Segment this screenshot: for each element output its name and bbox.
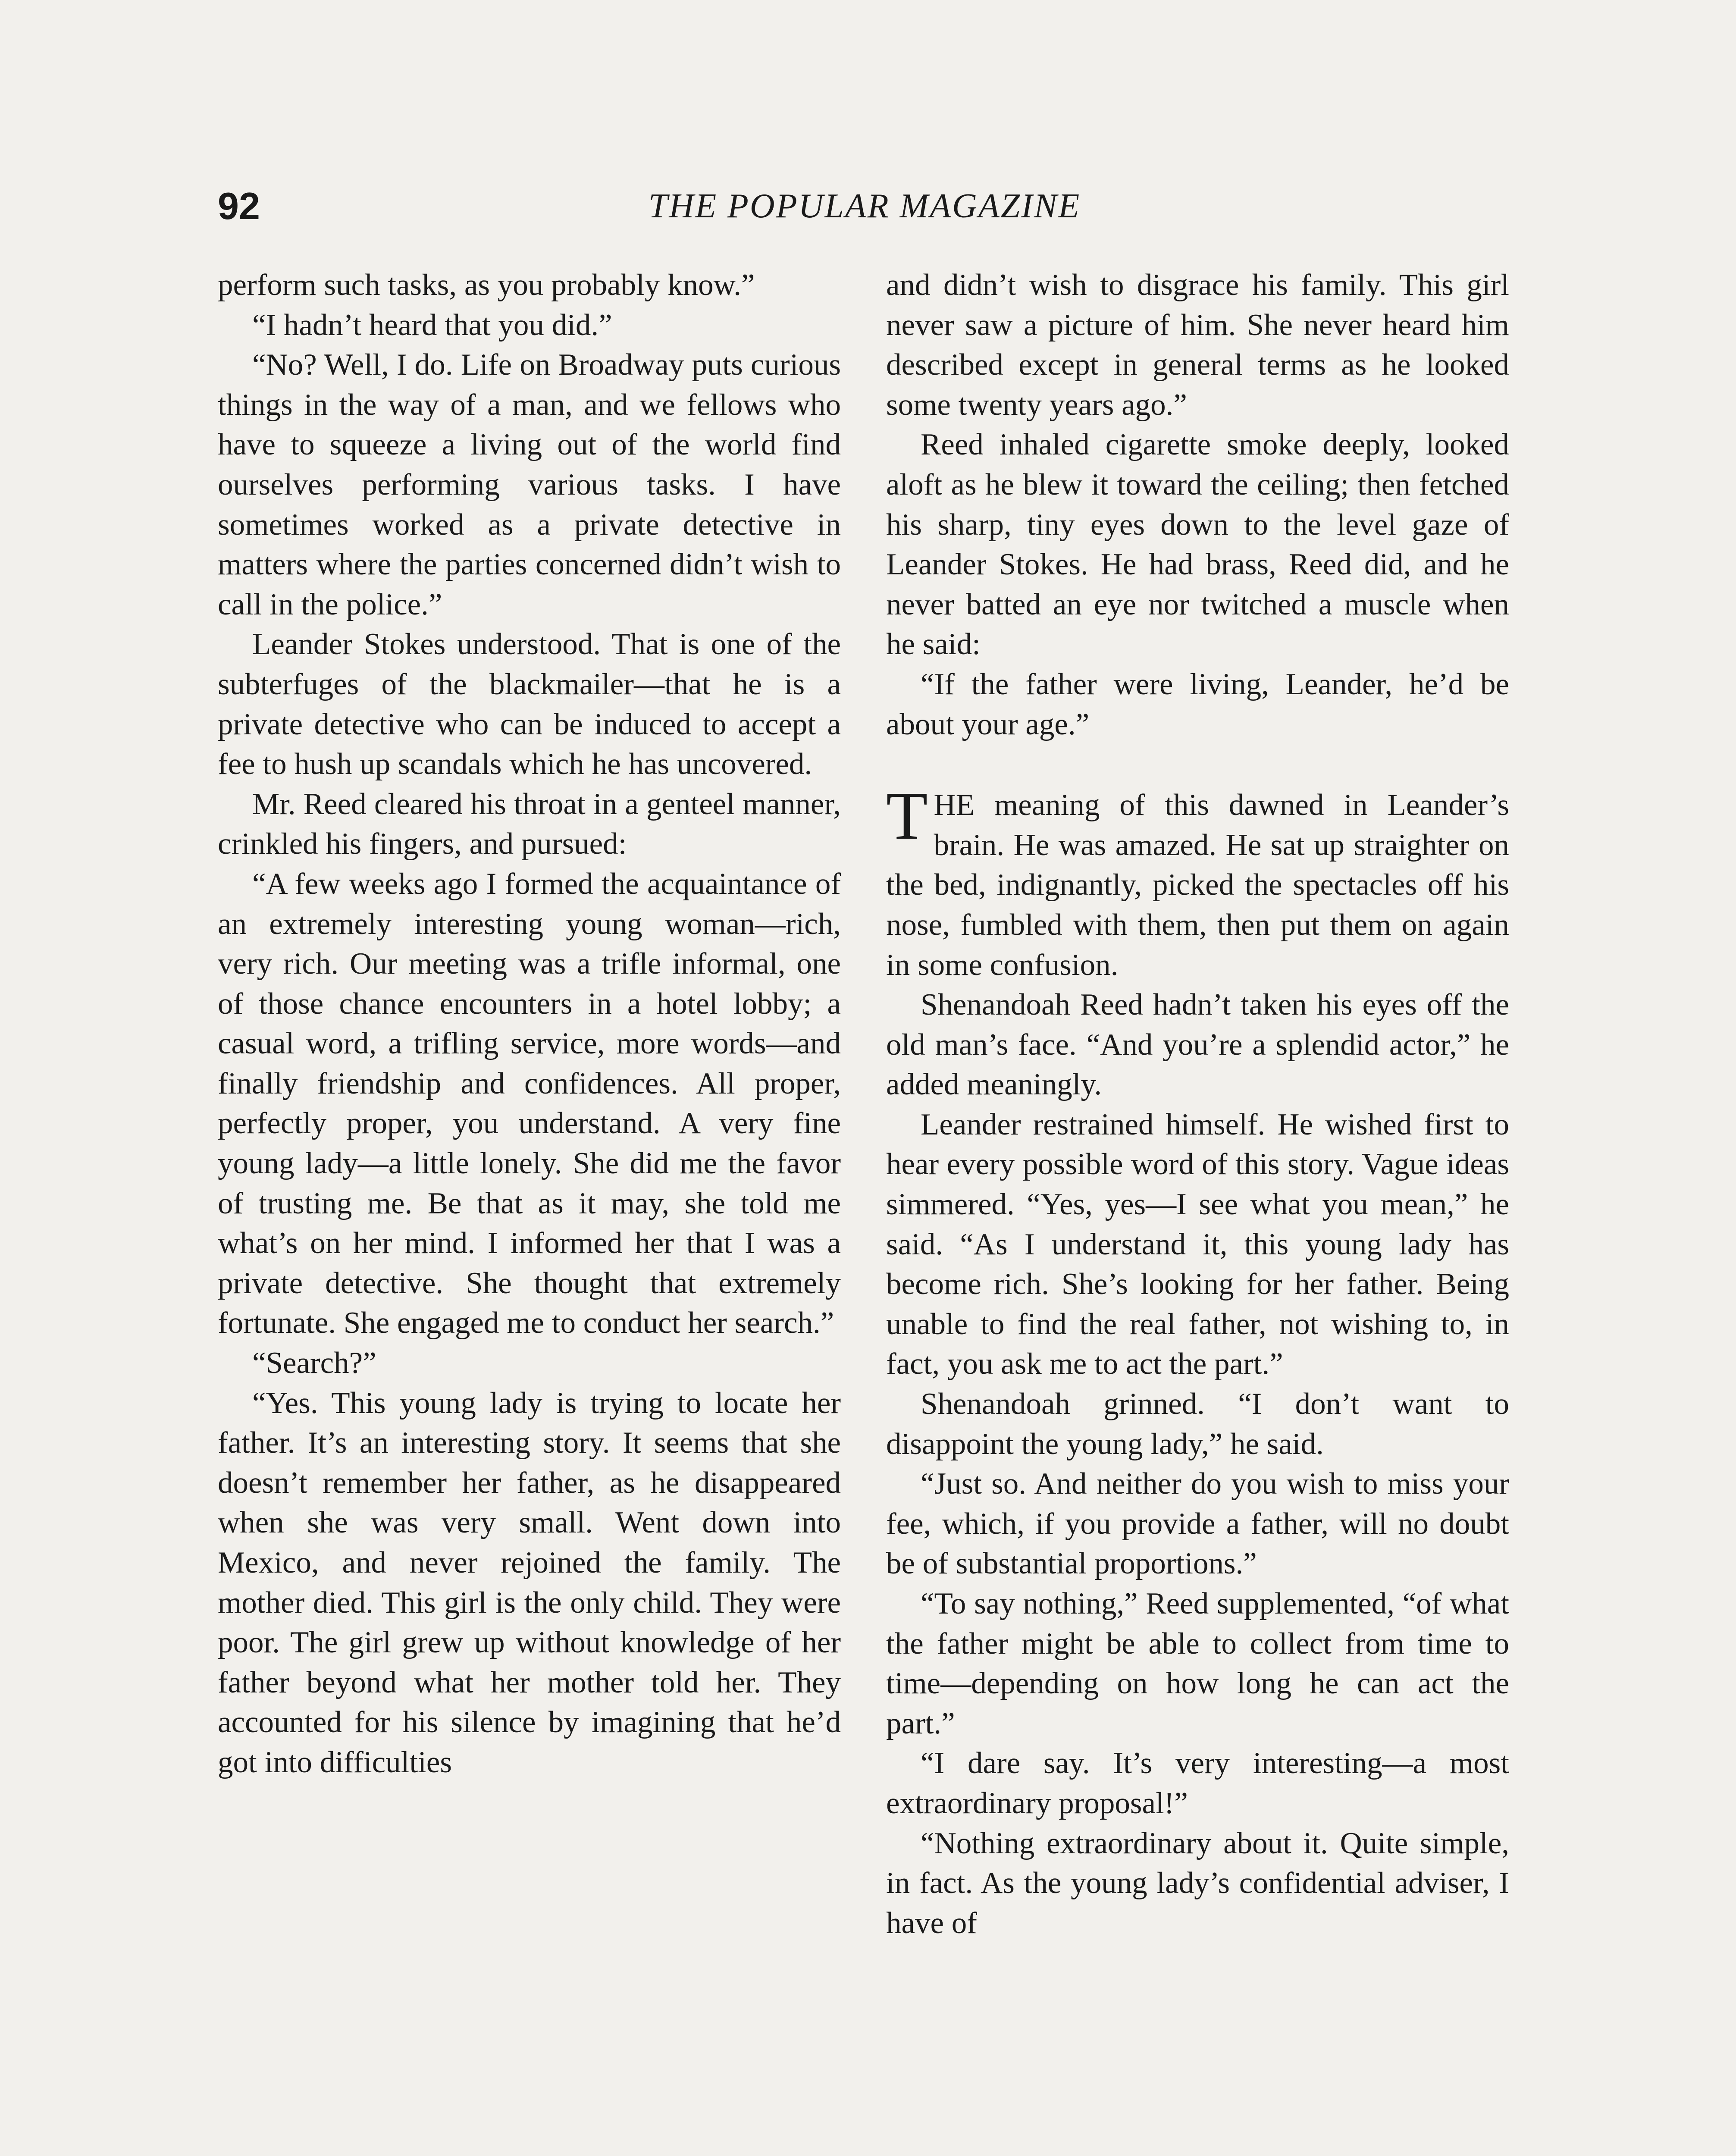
paragraph: Leander restrained himself. He wished first to hear every possible word of this story. Vague ideas simmered. “Yes, yes—I see what you mean,” he said. “As I understand it, this young lady has become rich. She’s looking for her father. Being unable to find the real father, not wishing to, in fact, you ask me to act the part.” <box>886 1107 1509 1381</box>
page-number: 92 <box>218 185 260 227</box>
paragraph: “I hadn’t heard that you did.” <box>252 308 612 342</box>
paragraph: “Nothing extraordinary about it. Quite simple, in fact. As the young lady’s confidential adviser, I have of <box>886 1826 1509 1940</box>
paragraph: “Search?” <box>252 1346 376 1380</box>
drop-cap: T <box>886 778 928 854</box>
paragraph: “No? Well, I do. Life on Broadway puts curious things in the way of a man, and we fellows who have to squeeze a living out of the world find ourselves performing various tasks. I have sometimes worked as a private detective in matters where the parties concerned didn’t wish to call in the police.” <box>218 348 841 621</box>
section-break-text: HE meaning of this dawned in Leander’s brain. He was amazed. He sat up straighter on the bed, indignantly, picked the spectacles off his nose, fumbled with them, then put them on again in some confusion. <box>886 788 1509 982</box>
paragraph: Mr. Reed cleared his throat in a genteel manner, crinkled his fingers, and pursued: <box>218 787 841 861</box>
paragraph: “If the father were living, Leander, he’d be about your age.” <box>886 667 1509 741</box>
section-break-paragraph <box>886 778 1509 985</box>
paragraph: and didn’t wish to disgrace his family. This girl never saw a picture of him. She never heard him described except in general terms as he looked some twenty years ago.” <box>886 268 1509 422</box>
paragraph: Shenandoah Reed hadn’t taken his eyes off the old man’s face. “And you’re a splendid actor,” he added meaningly. <box>886 988 1509 1102</box>
paragraph: Leander Stokes understood. That is one of the subterfuges of the blackmailer—that he is a private detective who can be induced to accept a fee to hush up scandals which he has uncovered. <box>218 627 841 781</box>
page-header <box>218 185 1511 236</box>
paragraph: perform such tasks, as you probably know.” <box>218 268 755 302</box>
right-column-part-2 <box>886 985 1509 1943</box>
right-column-part-1 <box>886 265 1509 744</box>
right-column <box>886 265 1509 1943</box>
paragraph: Reed inhaled cigarette smoke deeply, looked aloft as he blew it toward the ceiling; then fetched his sharp, tiny eyes down to the level gaze of Leander Stokes. He had brass, Reed did, and he never batted an eye nor twitched a muscle when he said: <box>886 428 1509 661</box>
paragraph: “A few weeks ago I formed the acquaintance of an extremely interesting young woman—rich, very rich. Our meeting was a trifle informal, one of those chance encounters in a hotel lobby; a casual word, a trifling service, more words—and finally friendship and confidences. All proper, perfectly proper, you understand. A very fine young lady—a little lonely. She did me the favor of trusting me. Be that as it may, she told me what’s on her mind. I informed her that I was a private detective. She thought that extremely fortunate. She engaged me to conduct her search.” <box>218 867 841 1340</box>
paragraph: “Just so. And neither do you wish to miss your fee, which, if you provide a father, will no doubt be of substantial proportions.” <box>886 1467 1509 1581</box>
running-title: THE POPULAR MAGAZINE <box>648 187 1081 225</box>
paragraph: “Yes. This young lady is trying to locate her father. It’s an interesting story. It seems that she doesn’t remember her father, as he disappeared when she was very small. Went down into Mexico, and never rejoined the family. The mother died. This girl is the only child. They were poor. The girl grew up without knowledge of her father beyond what her mother told her. They accounted for his silence by imagining that he’d got into difficulties <box>218 1386 841 1779</box>
paragraph: “To say nothing,” Reed supplemented, “of what the father might be able to collect from time to time—depending on how long he can act the part.” <box>886 1587 1509 1740</box>
paragraph: Shenandoah grinned. “I don’t want to disappoint the young lady,” he said. <box>886 1387 1509 1461</box>
paragraph: “I dare say. It’s very interesting—a most extraordinary proposal!” <box>886 1746 1509 1820</box>
left-column <box>218 265 841 1783</box>
